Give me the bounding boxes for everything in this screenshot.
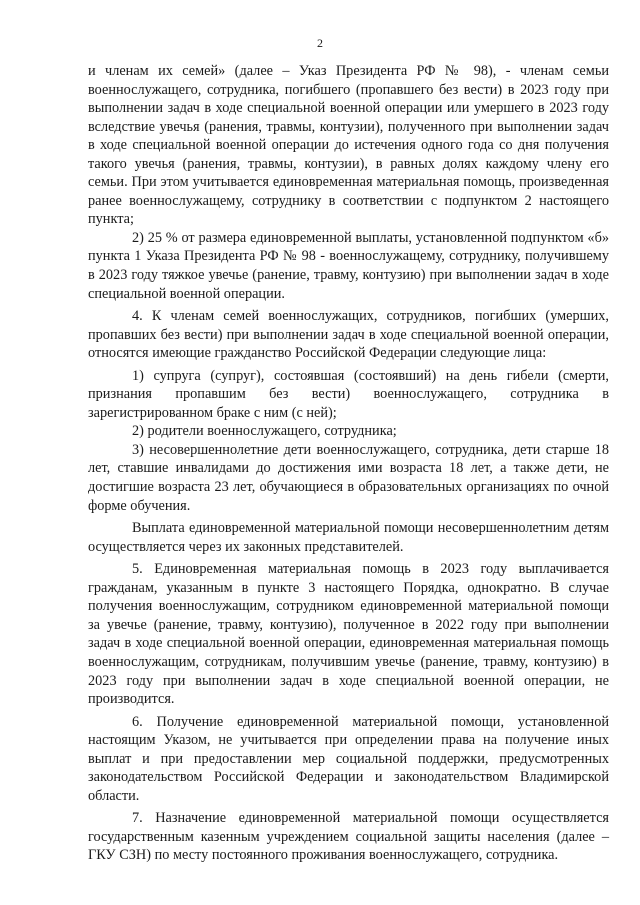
paragraph-subpoint-spouse: 1) супруга (супруг), состоявшая (состоявший) на день гибели (смерти, признания пропавшим без вести) военнослужащего, сотрудника в зарегистрированном браке с ним (с ней); bbox=[88, 367, 609, 421]
paragraph-minors-payment: Выплата единовременной материальной помощи несовершеннолетним детям осуществляется через их законных представителей. bbox=[88, 520, 609, 555]
paragraph-item-7: 7. Назначение единовременной материальной помощи осуществляется государственным казенным учреждением социальной защиты населения (далее – ГКУ СЗН) по месту постоянного проживания военнослужащего, сотрудника. bbox=[88, 810, 609, 864]
document-body bbox=[88, 62, 609, 865]
paragraph-item-5: 5. Единовременная материальная помощь в 2023 году выплачивается гражданам, указанным в пункте 3 настоящего Порядка, однократно. В случае получения военнослужащим, сотрудником единовременной материальной помощи за увечье (ранение, травму, контузию), полученное в 2022 году при выполнении задач в ходе специальной военной операции, единовременная материальная помощь военнослужащим, сотрудникам, получившим увечье (ранение, травму, контузию) в 2023 году при выполнении задач в ходе специальной военной операции, не производится. bbox=[88, 561, 609, 708]
paragraph-item-4: 4. К членам семей военнослужащих, сотрудников, погибших (умерших, пропавших без вести) при выполнении задач в ходе специальной военной операции, относятся имеющие гражданство Российской Федерации следующие лица: bbox=[88, 308, 609, 362]
paragraph-subpoint-2: 2) 25 % от размера единовременной выплаты, установленной подпунктом «б» пункта 1 Указа Президента РФ № 98 - военнослужащему, сотруднику, получившему в 2023 году тяжкое увечье (ранение, травму, контузию) при выполнении задач в ходе специальной военной операции. bbox=[88, 229, 609, 302]
paragraph-item-6: 6. Получение единовременной материальной помощи, установленной настоящим Указом, не учитывается при определении права на получение иных выплат и при предоставлении мер социальной поддержки, предусмотренных законодательством Российской Федерации и законодательством Владимирской области. bbox=[88, 713, 609, 804]
paragraph-continuation: и членам их семей» (далее – Указ Президента РФ № 98), - членам семьи военнослужащего, сотрудника, погибшего (пропавшего без вести) в 2023 году при выполнении задач в ходе специальной военной операции или умершего в 2023 году вследствие увечья (ранения, травмы, контузии), полученного при выполнении задач в ходе специальной военной операции до истечения одного года со дня получения такого увечья (ранения, травмы, контузии), в равных долях каждому члену его семьи. При этом учитывается единовременная материальная помощь, произведенная ранее военнослужащему, сотруднику в соответствии с подпунктом 2 настоящего пункта; bbox=[88, 63, 609, 228]
page-number: 2 bbox=[317, 36, 323, 50]
paragraph-subpoint-parents: 2) родители военнослужащего, сотрудника; bbox=[132, 423, 397, 440]
paragraph-subpoint-children: 3) несовершеннолетние дети военнослужащего, сотрудника, дети старше 18 лет, ставшие инвалидами до достижения ими возраста 18 лет, а также дети, не достигшие возраста 23 лет, обучающиеся в образовательных организациях по очной форме обучения. bbox=[88, 441, 609, 514]
